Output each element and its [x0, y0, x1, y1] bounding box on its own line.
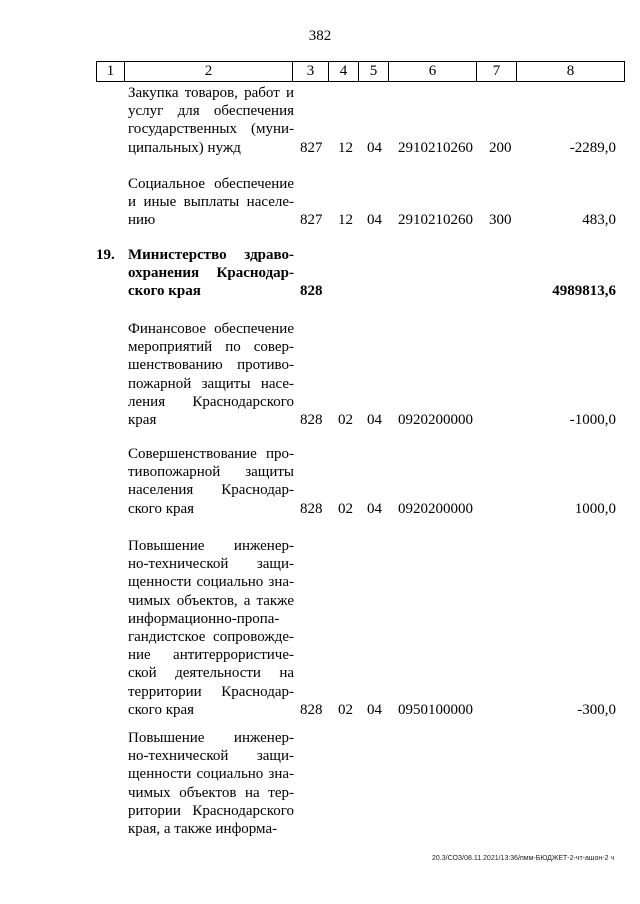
amount: -1000,0 — [569, 412, 616, 428]
section-code: 12 — [338, 212, 353, 229]
description-line: ского края — [128, 500, 195, 517]
description-line: государственных (муни- — [128, 121, 294, 138]
description-line: ципальных) нужд — [128, 139, 241, 156]
description-line: ние антитеррористиче- — [128, 647, 294, 664]
description-line: гандистское сопровожде- — [128, 629, 294, 646]
row-description — [128, 175, 294, 230]
description-line: услуг для обеспечения — [128, 103, 294, 120]
subsection-code: 04 — [367, 139, 382, 156]
row-number: 19. — [96, 247, 115, 263]
description-line: но-технической защи- — [128, 556, 294, 573]
section-code: 02 — [338, 412, 353, 428]
description-line: населения Краснодар- — [128, 482, 294, 499]
description-line: мероприятий по совер- — [128, 339, 294, 356]
description-line: информационно-пропа- — [128, 610, 280, 627]
ministry-code: 827 — [300, 139, 323, 156]
row-description — [128, 320, 294, 429]
row-description — [128, 445, 294, 518]
column-header: 6 — [389, 62, 477, 82]
description-line: чимых объектов, а также — [128, 592, 294, 609]
target-article-code: 0920200000 — [398, 500, 473, 517]
column-header-row — [96, 61, 625, 82]
target-article-code: 0920200000 — [398, 412, 473, 428]
description-line: Финансовое обеспечение — [128, 321, 294, 337]
description-line: ского края — [128, 701, 195, 718]
amount: 4989813,6 — [552, 283, 616, 300]
row-description — [128, 537, 294, 719]
column-header: 3 — [293, 62, 329, 82]
amount: 483,0 — [582, 212, 616, 229]
section-code: 12 — [338, 139, 353, 156]
column-header: 4 — [329, 62, 359, 82]
section-code: 02 — [338, 500, 353, 517]
target-article-code: 0950100000 — [398, 701, 473, 718]
description-line: шенствованию противо- — [128, 357, 294, 374]
section-code: 02 — [338, 701, 353, 718]
column-header: 1 — [97, 62, 125, 82]
description-line: но-технической защи- — [128, 748, 294, 765]
amount: -300,0 — [577, 701, 616, 718]
column-header: 5 — [359, 62, 389, 82]
expense-type-code: 200 — [489, 139, 512, 156]
row-description — [128, 246, 294, 301]
description-line: ления Краснодарского — [128, 393, 294, 410]
description-line: тивопожарной защиты — [128, 464, 294, 481]
description-line: щенности социально зна- — [128, 766, 294, 783]
description-line: Повышение инженер- — [128, 538, 294, 554]
description-line: края, а также информа- — [128, 821, 278, 838]
description-line: ской деятельности на — [128, 665, 294, 682]
subsection-code: 04 — [367, 701, 382, 718]
subsection-code: 04 — [367, 412, 382, 428]
description-line: охранения Краснодар- — [128, 265, 294, 282]
ministry-code: 828 — [300, 283, 323, 300]
description-line: территории Краснодар- — [128, 683, 294, 700]
description-line: Совершенствование про- — [128, 446, 294, 462]
document-footer-code: 20.3/СОЗ/08.11.2021/13:36/пмм-БЮДЖЕТ-2-чт-ашон-2 ч — [432, 855, 615, 862]
description-line: и иные выплаты населе- — [128, 194, 294, 211]
description-line: ритории Краснодарского — [128, 802, 294, 819]
description-line: Закупка товаров, работ и — [128, 85, 294, 101]
expense-type-code: 300 — [489, 212, 512, 229]
description-line: края — [128, 412, 157, 429]
subsection-code: 04 — [367, 212, 382, 229]
description-line: чимых объектов на тер- — [128, 784, 294, 801]
description-line: щенности социально зна- — [128, 574, 294, 591]
column-header: 2 — [125, 62, 293, 82]
amount: -2289,0 — [569, 139, 616, 156]
subsection-code: 04 — [367, 500, 382, 517]
column-header: 8 — [517, 62, 625, 82]
description-line: нию — [128, 212, 156, 229]
description-line: пожарной защиты насе- — [128, 375, 294, 392]
ministry-code: 828 — [300, 701, 323, 718]
description-line: ского края — [128, 283, 201, 300]
ministry-code: 828 — [300, 500, 323, 517]
amount: 1000,0 — [574, 500, 616, 517]
row-description — [128, 84, 294, 157]
column-header: 7 — [477, 62, 517, 82]
target-article-code: 2910210260 — [398, 212, 473, 229]
description-line: Повышение инженер- — [128, 730, 294, 746]
ministry-code: 828 — [300, 412, 323, 428]
ministry-code: 827 — [300, 212, 323, 229]
page-number: 382 — [308, 28, 332, 44]
target-article-code: 2910210260 — [398, 139, 473, 156]
description-line: Министерство здраво- — [128, 247, 294, 263]
row-description — [128, 729, 294, 838]
description-line: Социальное обеспечение — [128, 176, 294, 192]
